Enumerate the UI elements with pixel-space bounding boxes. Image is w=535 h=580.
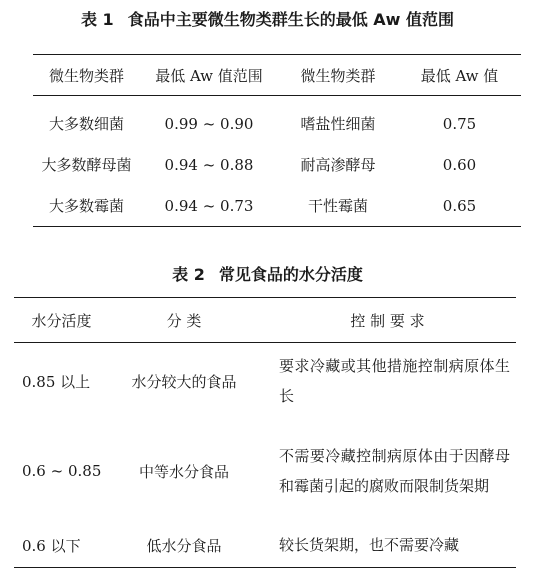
table1-caption-text: 食品中主要微生物类群生长的最低 Aw 值范围	[127, 10, 455, 29]
table2-header-cell: 分 类	[109, 298, 259, 343]
table1-header-row	[33, 55, 521, 96]
table1-cell: 0.75	[442, 114, 477, 133]
table2-cell: 低水分食品	[146, 536, 222, 555]
table1-cell: 大多数霉菌	[48, 197, 124, 215]
table1-cell: 0.60	[442, 155, 477, 174]
table2-cell: 0.6 ~ 0.85	[22, 462, 102, 480]
table2-cell: 0.85 以上	[22, 372, 91, 391]
table2-cell: 较长货架期，也不需要冷藏	[279, 536, 460, 554]
table2-row	[14, 343, 516, 420]
table1-cell: 大多数细菌	[48, 115, 124, 133]
table1-cell: 0.94 ~ 0.88	[164, 155, 254, 174]
table1-cell: 0.94 ~ 0.73	[164, 196, 254, 215]
table2-cell: 要求冷藏或其他措施控制病原体生长	[279, 357, 510, 405]
table1-cell: 0.65	[442, 196, 477, 215]
table1-cell: 干性霉菌	[307, 197, 368, 215]
table2-header-cell: 水分活度	[14, 298, 109, 343]
table2-row	[14, 523, 516, 568]
table2-header-row	[14, 298, 516, 343]
table2-caption	[0, 262, 535, 285]
table2-caption-number: 表 2	[172, 265, 205, 284]
table2-cell: 0.6 以下	[22, 536, 81, 555]
table2-caption-text: 常见食品的水分活度	[218, 265, 363, 284]
table1-cell: 0.99 ~ 0.90	[164, 114, 254, 133]
table2-cell: 中等水分食品	[138, 462, 229, 481]
table1-header-cell: 微生物类群	[278, 55, 398, 96]
table1-header-cell: 最低 Aw 值范围	[140, 55, 278, 96]
table1-caption	[0, 7, 535, 30]
table1	[33, 54, 521, 227]
table1-row	[33, 96, 521, 145]
table1-cell: 大多数酵母菌	[41, 156, 132, 174]
table1-header-cell: 最低 Aw 值	[398, 55, 521, 96]
table2-row	[14, 419, 516, 523]
table1-header-cell: 微生物类群	[33, 55, 140, 96]
table2-header-cell: 控 制 要 求	[259, 298, 516, 343]
table1-row	[33, 185, 521, 227]
table1-caption-number: 表 1	[80, 10, 114, 29]
table1-cell: 嗜盐性细菌	[300, 115, 376, 133]
table1-row	[33, 144, 521, 185]
table2-cell: 不需要冷藏控制病原体由于因酵母和霉菌引起的腐败而限制货架期	[279, 447, 510, 495]
table1-cell: 耐高渗酵母	[300, 156, 376, 174]
table2	[14, 297, 516, 568]
table2-cell: 水分较大的食品	[131, 372, 237, 391]
